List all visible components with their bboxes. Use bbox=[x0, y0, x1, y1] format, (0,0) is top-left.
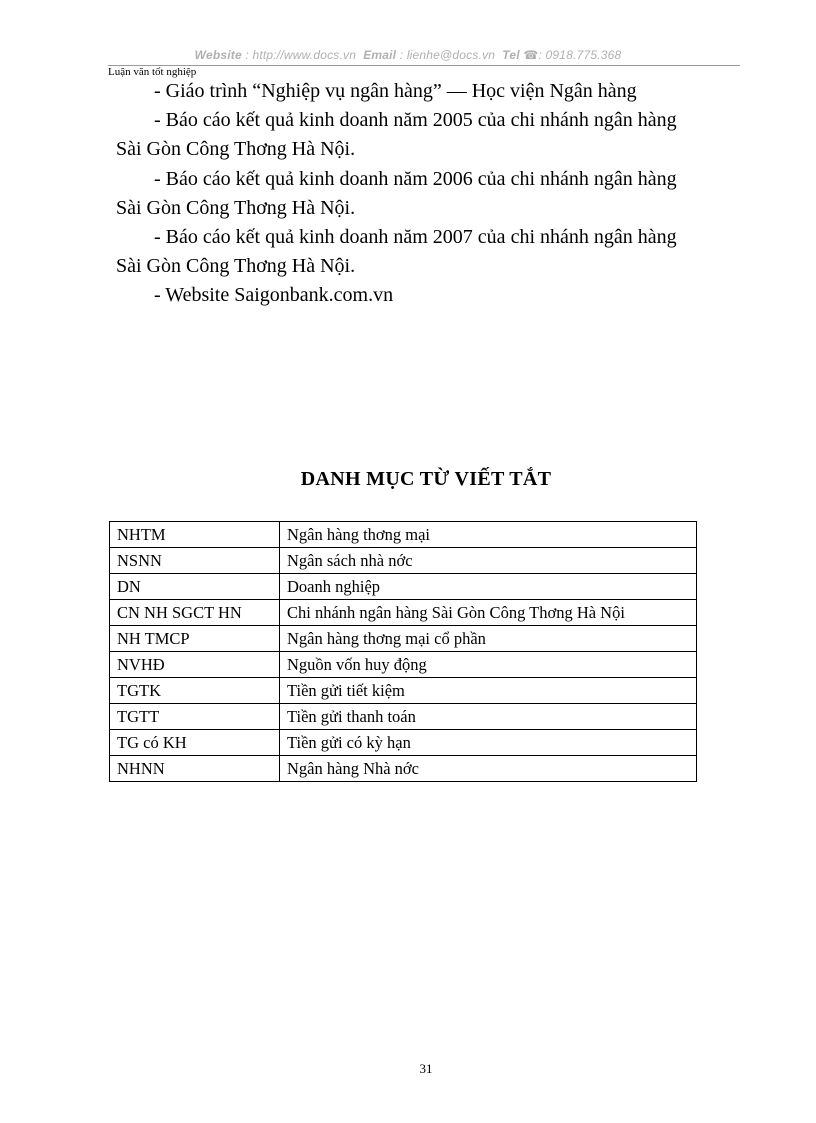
email-address: : lienhe@docs.vn bbox=[399, 48, 496, 62]
abbreviation-cell: TGTK bbox=[110, 678, 280, 704]
abbreviation-cell: NHTM bbox=[110, 522, 280, 548]
reference-item bbox=[116, 281, 740, 310]
meaning-cell: Doanh nghiệp bbox=[280, 574, 697, 600]
reference-continuation: Sài Gòn Công Thơng Hà Nội. bbox=[116, 255, 356, 278]
meaning-cell: Nguồn vốn huy động bbox=[280, 652, 697, 678]
table-row bbox=[110, 652, 697, 678]
website-url: : http://www.docs.vn bbox=[245, 48, 357, 62]
page-number: 31 bbox=[419, 1061, 433, 1076]
meaning-cell: Tiền gửi tiết kiệm bbox=[280, 678, 697, 704]
table-row bbox=[110, 756, 697, 782]
table-row bbox=[110, 730, 697, 756]
running-head: Luận văn tốt nghiệp bbox=[108, 66, 197, 78]
reference-lead: - Báo cáo kết quả kinh doanh năm 2007 của chi nhánh ngân hàng bbox=[154, 226, 677, 249]
table-row bbox=[110, 626, 697, 652]
abbreviation-cell: DN bbox=[110, 574, 280, 600]
header-watermark bbox=[0, 48, 816, 62]
meaning-cell: Tiền gửi có kỳ hạn bbox=[280, 730, 697, 756]
reference-item bbox=[116, 77, 740, 106]
meaning-cell: Tiền gửi thanh toán bbox=[280, 704, 697, 730]
reference-item bbox=[116, 165, 740, 223]
meaning-cell: Chi nhánh ngân hàng Sài Gòn Công Thơng Hà Nội bbox=[280, 600, 697, 626]
tel-label: Tel bbox=[502, 48, 520, 62]
meaning-cell: Ngân sách nhà nớc bbox=[280, 548, 697, 574]
table-row bbox=[110, 522, 697, 548]
reference-lead: - Báo cáo kết quả kinh doanh năm 2006 của chi nhánh ngân hàng bbox=[154, 167, 677, 190]
reference-item bbox=[116, 223, 740, 281]
email-label: Email bbox=[363, 48, 397, 62]
table-row bbox=[110, 574, 697, 600]
section-title: DANH MỤC TỪ VIẾT TẮT bbox=[300, 468, 552, 490]
reference-lead: - Website Saigonbank.com.vn bbox=[154, 284, 394, 307]
meaning-cell: Ngân hàng thơng mại cổ phần bbox=[280, 626, 697, 652]
reference-list bbox=[116, 77, 740, 311]
table-row bbox=[110, 548, 697, 574]
reference-lead: - Giáo trình “Nghiệp vụ ngân hàng” — Học viện Ngân hàng bbox=[154, 80, 637, 102]
table-row bbox=[110, 704, 697, 730]
website-label: Website bbox=[194, 48, 242, 62]
reference-lead: - Báo cáo kết quả kinh doanh năm 2005 của chi nhánh ngân hàng bbox=[154, 109, 677, 132]
reference-continuation: Sài Gòn Công Thơng Hà Nội. bbox=[116, 196, 356, 219]
abbreviation-cell: CN NH SGCT HN bbox=[110, 600, 280, 626]
abbreviation-cell: NSNN bbox=[110, 548, 280, 574]
tel-number: : 0918.775.368 bbox=[538, 48, 622, 62]
phone-icon: ☎ bbox=[523, 48, 539, 62]
meaning-cell: Ngân hàng Nhà nớc bbox=[280, 756, 697, 782]
header-divider bbox=[108, 65, 740, 66]
abbreviation-cell: NHNN bbox=[110, 756, 280, 782]
abbreviation-table bbox=[109, 521, 697, 782]
abbreviation-cell: TGTT bbox=[110, 704, 280, 730]
abbreviation-cell: NH TMCP bbox=[110, 626, 280, 652]
table-row bbox=[110, 678, 697, 704]
table-row bbox=[110, 600, 697, 626]
reference-item bbox=[116, 106, 740, 164]
abbreviation-cell: NVHĐ bbox=[110, 652, 280, 678]
abbreviation-cell: TG có KH bbox=[110, 730, 280, 756]
reference-continuation: Sài Gòn Công Thơng Hà Nội. bbox=[116, 138, 356, 161]
meaning-cell: Ngân hàng thơng mại bbox=[280, 522, 697, 548]
